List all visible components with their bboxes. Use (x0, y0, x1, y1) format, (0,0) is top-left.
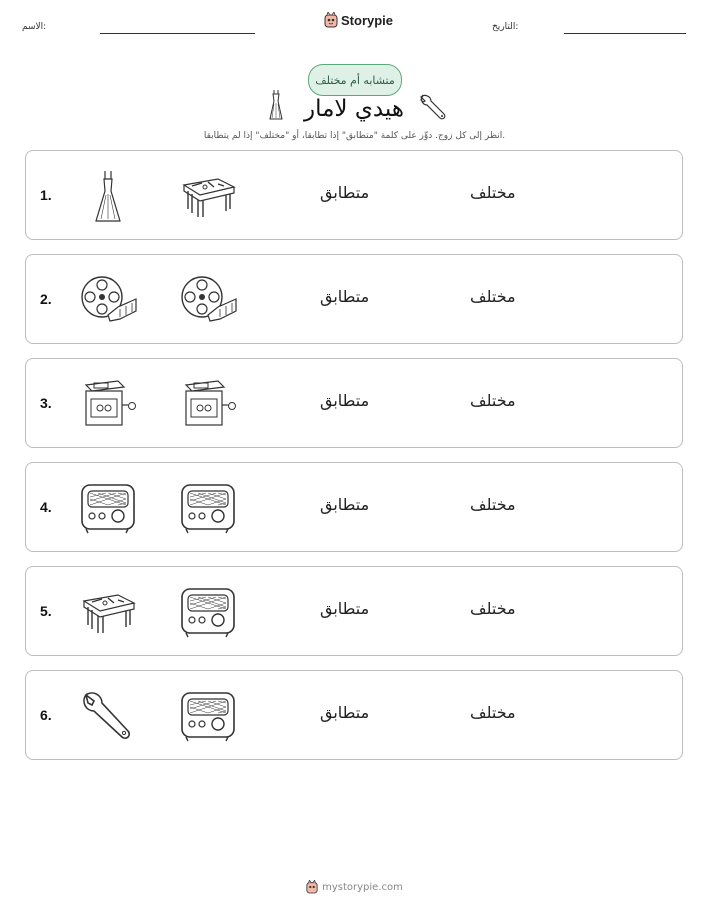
workbench-icon (178, 167, 238, 225)
music-box-icon (78, 375, 138, 433)
title-row (0, 88, 709, 128)
different-word[interactable]: مختلف (470, 391, 516, 410)
row-number: 4. (40, 499, 52, 515)
workbench-icon (78, 583, 138, 641)
different-word[interactable]: مختلف (470, 287, 516, 306)
wrench-icon (418, 92, 448, 122)
film-reel-icon (78, 271, 138, 329)
instructions: انظر إلى كل زوج. دوِّر على كلمة "متطابق" إذا تطابقا، أو "مختلف" إذا لم يتطابقا. (203, 131, 506, 141)
film-reel-icon (178, 271, 238, 329)
radio-icon (178, 583, 238, 641)
different-word[interactable]: مختلف (470, 599, 516, 618)
row-number: 6. (40, 707, 52, 723)
different-word[interactable]: مختلف (470, 703, 516, 722)
same-word[interactable]: متطابق (320, 703, 370, 722)
different-word[interactable]: مختلف (470, 183, 516, 202)
radio-icon (178, 479, 238, 537)
dress-icon (78, 167, 138, 225)
name-line[interactable] (100, 33, 255, 34)
wrench-icon (78, 687, 138, 745)
different-word[interactable]: مختلف (470, 495, 516, 514)
date-label: التاريخ: (492, 22, 519, 32)
footer (0, 880, 709, 894)
page-title: هيدي لامار (303, 96, 404, 122)
same-word[interactable]: متطابق (320, 599, 370, 618)
row-number: 1. (40, 187, 52, 203)
date-line[interactable] (564, 33, 686, 34)
dress-icon (264, 88, 288, 122)
pair-row-4 (25, 462, 683, 552)
row-number: 2. (40, 291, 52, 307)
brand-name: Storypie (341, 12, 394, 28)
radio-icon (78, 479, 138, 537)
same-word[interactable]: متطابق (320, 287, 370, 306)
pair-row-1 (25, 150, 683, 240)
pair-row-6 (25, 670, 683, 760)
storypie-logo (324, 12, 393, 28)
row-number: 3. (40, 395, 52, 411)
same-word[interactable]: متطابق (320, 183, 370, 202)
footer-url[interactable]: mystorypie.com (322, 881, 403, 893)
same-word[interactable]: متطابق (320, 391, 370, 410)
radio-icon (178, 687, 238, 745)
pair-row-2 (25, 254, 683, 344)
row-number: 5. (40, 603, 52, 619)
music-box-icon (178, 375, 238, 433)
storypie-mascot-icon (306, 880, 318, 894)
pair-row-3 (25, 358, 683, 448)
name-label: الاسم: (22, 22, 47, 32)
same-word[interactable]: متطابق (320, 495, 370, 514)
pair-row-5 (25, 566, 683, 656)
storypie-mascot-icon (324, 12, 338, 28)
badge-text: متشابه أم مختلف (315, 73, 395, 87)
